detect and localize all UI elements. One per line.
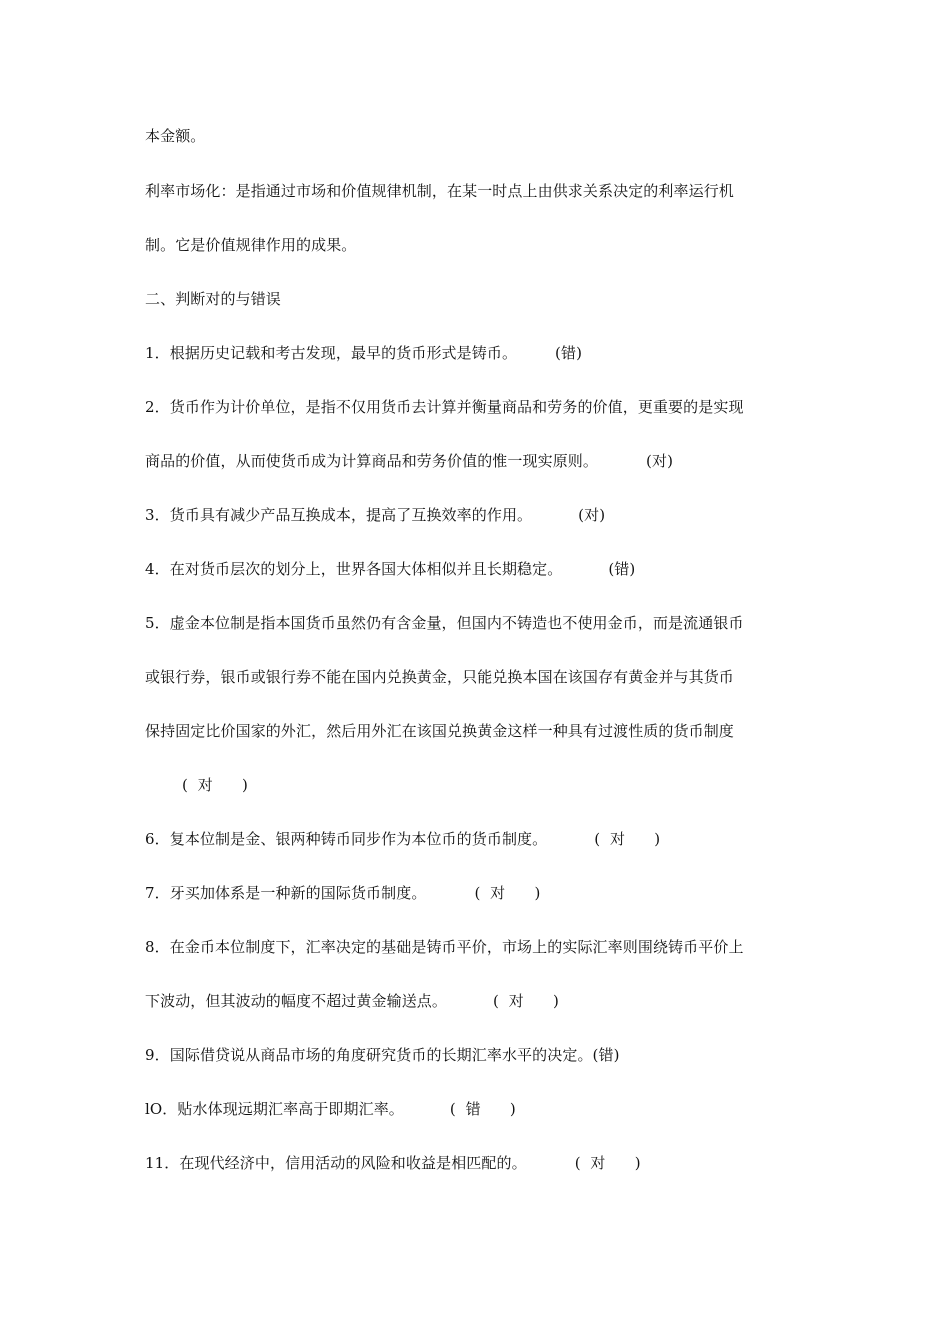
text-line-3 bbox=[145, 235, 356, 255]
question-3 bbox=[145, 505, 605, 525]
question-text: 6．复本位制是金、银两种铸币同步作为本位币的货币制度。 bbox=[145, 830, 548, 848]
question-2-line-1 bbox=[145, 397, 744, 417]
answer-mark: ( 对 ) bbox=[182, 776, 248, 794]
question-10 bbox=[145, 1099, 516, 1119]
answer-mark: ( 对 ) bbox=[594, 830, 661, 848]
question-5-line-4 bbox=[145, 775, 248, 795]
answer-mark: ( 错 ) bbox=[449, 1100, 516, 1118]
question-8-line-2 bbox=[145, 991, 559, 1011]
question-4 bbox=[145, 559, 635, 579]
question-text: 11．在现代经济中，信用活动的风险和收益是相匹配的。 bbox=[145, 1154, 527, 1172]
question-text: lO．贴水体现远期汇率高于即期汇率。 bbox=[145, 1100, 404, 1118]
answer-mark: (对) bbox=[646, 452, 674, 470]
question-8-line-1 bbox=[145, 937, 744, 957]
text-line-1 bbox=[145, 126, 205, 146]
section-heading bbox=[145, 289, 281, 309]
answer-mark: (错) bbox=[608, 560, 636, 578]
answer-mark: ( 对 ) bbox=[474, 884, 541, 902]
answer-mark: ( 对 ) bbox=[574, 1154, 641, 1172]
answer-mark: ( 对 ) bbox=[493, 992, 559, 1010]
question-7 bbox=[145, 883, 540, 903]
question-11 bbox=[145, 1153, 641, 1173]
line-text: 制。它是价值规律作用的成果。 bbox=[145, 236, 357, 254]
question-text: 8．在金币本位制度下，汇率决定的基础是铸币平价，市场上的实际汇率则围绕铸币平价上 bbox=[145, 938, 744, 956]
question-text: 保持固定比价国家的外汇，然后用外汇在该国兑换黄金这样一种具有过渡性质的货币制度 bbox=[145, 722, 734, 740]
question-5-line-3 bbox=[145, 721, 734, 741]
question-5-line-2 bbox=[145, 667, 734, 687]
question-text: 3．货币具有减少产品互换成本，提高了互换效率的作用。 bbox=[145, 506, 533, 524]
answer-mark: (对) bbox=[578, 506, 606, 524]
question-text: 商品的价值，从而使货币成为计算商品和劳务价值的惟一现实原则。 bbox=[145, 452, 599, 470]
question-2-line-2 bbox=[145, 451, 673, 471]
question-6 bbox=[145, 829, 660, 849]
question-text: 1．根据历史记载和考古发现，最早的货币形式是铸币。 bbox=[145, 344, 518, 362]
question-text: 5．虚金本位制是指本国货币虽然仍有含金量，但国内不铸造也不使用金币，而是流通银币 bbox=[145, 614, 744, 632]
heading-text: 二、判断对的与错误 bbox=[145, 290, 281, 308]
line-text: 本金额。 bbox=[145, 127, 206, 145]
question-9 bbox=[145, 1045, 620, 1065]
question-text: 7．牙买加体系是一种新的国际货币制度。 bbox=[145, 884, 427, 902]
text-line-2 bbox=[145, 181, 734, 201]
line-text: 利率市场化：是指通过市场和价值规律机制，在某一时点上由供求关系决定的利率运行机 bbox=[145, 182, 734, 200]
question-text: 下波动，但其波动的幅度不超过黄金输送点。 bbox=[145, 992, 448, 1010]
question-1 bbox=[145, 343, 582, 363]
question-text: 或银行券，银币或银行券不能在国内兑换黄金，只能兑换本国在该国存有黄金并与其货币 bbox=[145, 668, 734, 686]
question-text: 4．在对货币层次的划分上，世界各国大体相似并且长期稳定。 bbox=[145, 560, 563, 578]
answer-mark: (错) bbox=[555, 344, 583, 362]
question-text: 2．货币作为计价单位，是指不仅用货币去计算并衡量商品和劳务的价值，更重要的是实现 bbox=[145, 398, 744, 416]
question-text: 9．国际借贷说从商品市场的角度研究货币的长期汇率水平的决定。(错) bbox=[145, 1046, 620, 1064]
question-5-line-1 bbox=[145, 613, 744, 633]
